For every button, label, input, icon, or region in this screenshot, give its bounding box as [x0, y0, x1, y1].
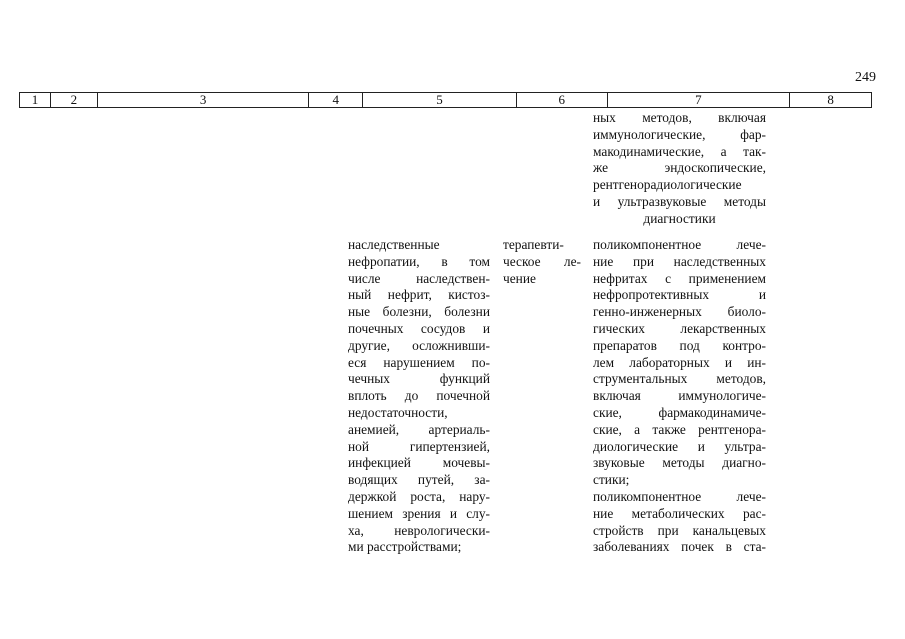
text-line: ческое ле-: [503, 253, 581, 269]
column-number-5: 5: [363, 93, 517, 107]
text-line: гических лекарственных: [593, 320, 766, 336]
text-line: нефритах с применением: [593, 270, 766, 286]
column-number-8: 8: [827, 92, 834, 107]
text-line: ние метаболических рас-: [593, 505, 766, 521]
text-line: заболеваниях почек в ста-: [593, 539, 766, 555]
text-line: рентгенорадиологические: [593, 177, 742, 193]
text-line: нефропротективных и: [593, 287, 766, 303]
text-line: числе наследствен-: [348, 270, 490, 286]
text-line: ние при наследственных: [593, 253, 766, 269]
column-number-2: 2: [51, 93, 98, 107]
text-line: ной гипертензией,: [348, 438, 490, 454]
column-number-4: 4: [309, 93, 363, 107]
page-number: 249: [855, 70, 876, 85]
text-line: макодинамические, а так-: [593, 143, 766, 159]
text-line: нефропатии, в том: [348, 253, 490, 269]
text-line: ские, а также рентгенора-: [593, 421, 766, 437]
text-line: водящих путей, за-: [348, 472, 490, 488]
col5-disease-text: [348, 237, 490, 556]
col7-continuation-text: [593, 110, 766, 228]
text-line: шением зрения и слу-: [348, 505, 490, 521]
text-line: поликомпонентное лече-: [593, 237, 766, 252]
text-line: лем лабораторных и ин-: [593, 354, 766, 370]
text-line: генно-инженерных биоло-: [593, 304, 766, 320]
text-line: включая иммунологиче-: [593, 388, 766, 404]
col7-treatment-method: [593, 237, 766, 556]
text-line: недостаточности,: [348, 404, 448, 420]
col6-treatment-type: [503, 237, 581, 287]
text-line: чечных функций: [348, 371, 490, 387]
text-line: наследственные: [348, 237, 440, 252]
text-line: чение: [503, 270, 536, 286]
column-number-3: 3: [98, 93, 310, 107]
text-line: же эндоскопические,: [593, 160, 766, 176]
text-line: стройств при канальцевых: [593, 522, 766, 538]
text-line: ские, фармакодинамиче-: [593, 404, 766, 420]
text-line: стики;: [593, 472, 630, 488]
text-line: другие, осложнивши-: [348, 337, 490, 353]
text-line: терапевти-: [503, 237, 564, 252]
text-line: и ультразвуковые методы: [593, 193, 766, 209]
text-line: ных методов, включая: [593, 110, 766, 125]
table-column-header-row: [19, 92, 872, 108]
text-line: иммунологические, фар-: [593, 126, 766, 142]
text-line: держкой роста, нару-: [348, 488, 490, 504]
text-line: ми расстройствами;: [348, 539, 462, 555]
text-line: препаратов под контро-: [593, 337, 766, 353]
text-line: диагностики: [643, 210, 716, 226]
text-line: ный нефрит, кистоз-: [348, 287, 490, 303]
text-line: диологические и ультра-: [593, 438, 766, 454]
text-line: звуковые методы диагно-: [593, 455, 766, 471]
text-line: ха, неврологически-: [348, 522, 490, 538]
text-line: инфекцией мочевы-: [348, 455, 490, 471]
column-number-7: 7: [608, 93, 791, 107]
text-line: анемией, артериаль-: [348, 421, 490, 437]
column-number-1: 1: [20, 93, 51, 107]
text-line: струментальных методов,: [593, 371, 766, 387]
text-line: еся нарушением по-: [348, 354, 490, 370]
text-line: вплоть до почечной: [348, 388, 490, 404]
column-number-6: 6: [517, 93, 608, 107]
text-line: поликомпонентное лече-: [593, 488, 766, 504]
text-line: почечных сосудов и: [348, 320, 490, 336]
text-line: ные болезни, болезни: [348, 304, 490, 320]
